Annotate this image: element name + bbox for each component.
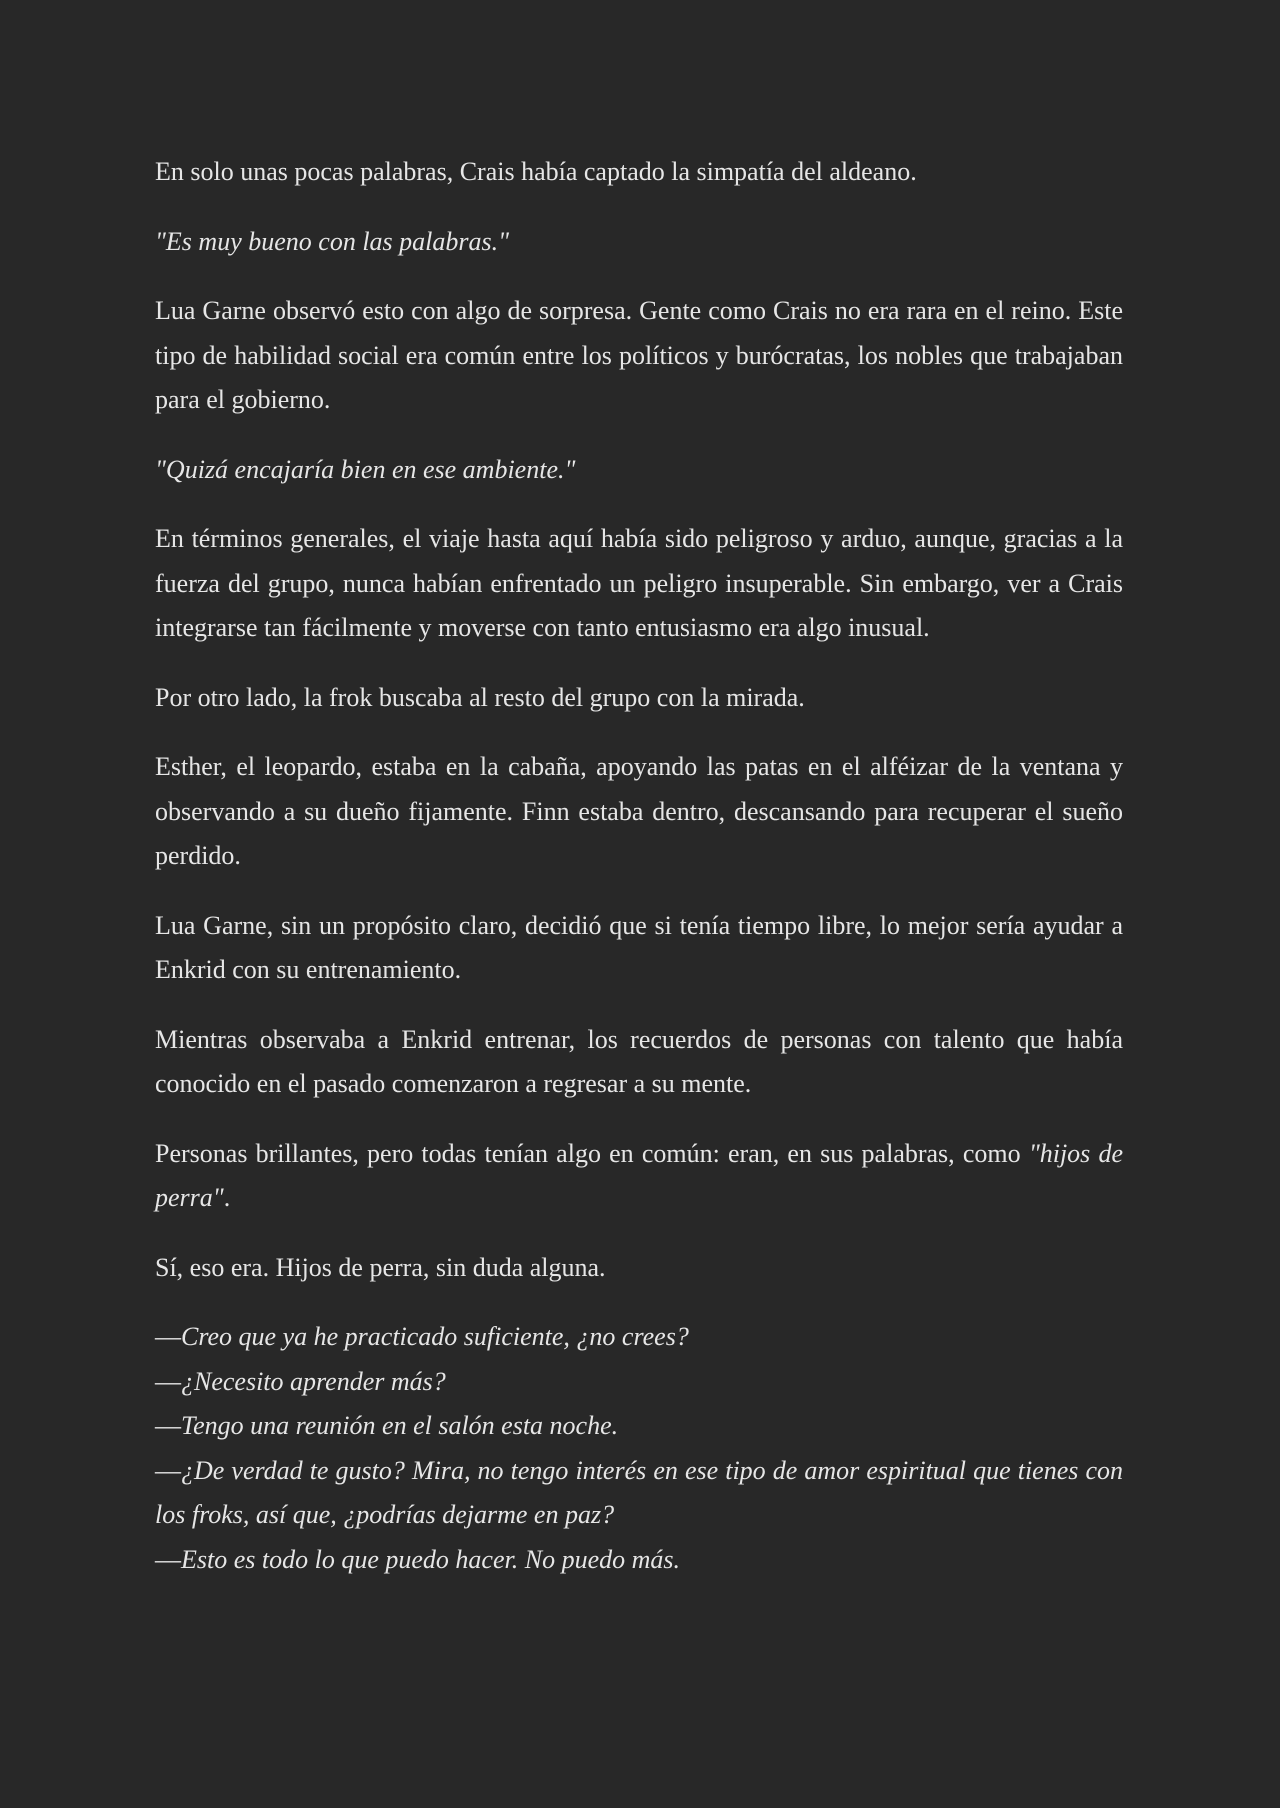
dialogue-dash: — [155,1455,181,1485]
dialogue-block [155,1315,1123,1582]
italic-phrase: "hijos de perra" [155,1138,1124,1212]
paragraph: Sí, eso era. Hijos de perra, sin duda alguna. [155,1252,606,1282]
paragraph: Esther, el leopardo, estaba en la cabaña, apoyando las patas en el alféizar de la ventana y observando a su dueño fijamente. Finn estaba dentro, descansando para recuperar el sueño perdido. [155,752,1123,870]
dialogue-dash: — [155,1366,181,1396]
paragraph: Por otro lado, la frok buscaba al resto del grupo con la mirada. [155,682,805,712]
dialogue-text: Creo que ya he practicado suficiente, ¿no crees? [181,1322,689,1351]
paragraph [155,1132,1123,1221]
paragraph-text: Personas brillantes, pero todas tenían algo en común: eran, en sus palabras, como [155,1138,1021,1168]
dialogue-line [155,1360,1123,1405]
dialogue-line [155,1538,1123,1583]
dialogue-dash: — [155,1322,181,1351]
paragraph: Lua Garne observó esto con algo de sorpresa. Gente como Crais no era rara en el reino. Este tipo de habilidad social era común entre los políticos y burócratas, los nobles que trabajaban para el gobierno. [155,296,1123,414]
thought-paragraph: "Es muy bueno con las palabras." [155,226,510,256]
dialogue-dash: — [155,1544,181,1574]
dialogue-text: Tengo una reunión en el salón esta noche. [181,1411,619,1440]
paragraph-end: . [223,1183,231,1212]
dialogue-text: Esto es todo lo que puedo hacer. No puedo más. [181,1544,681,1574]
dialogue-text: ¿Necesito aprender más? [181,1366,446,1396]
paragraph: En términos generales, el viaje hasta aquí había sido peligroso y arduo, aunque, gracias a la fuerza del grupo, nunca habían enfrentado un peligro insuperable. Sin embargo, ver a Crais integrarse tan fácilmente y moverse con tanto entusiasmo era algo inusual. [155,524,1123,642]
thought-paragraph: "Quizá encajaría bien en ese ambiente." [155,454,576,484]
paragraph: Lua Garne, sin un propósito claro, decidió que si tenía tiempo libre, lo mejor sería ayudar a Enkrid con su entrenamiento. [155,910,1123,984]
dialogue-line [155,1315,1123,1360]
paragraph: Mientras observaba a Enkrid entrenar, los recuerdos de personas con talento que había conocido en el pasado comenzaron a regresar a su mente. [155,1024,1123,1098]
dialogue-dash: — [155,1411,181,1440]
dialogue-line [155,1449,1123,1538]
dialogue-line [155,1404,1123,1449]
chapter-text [155,150,1123,1607]
dialogue-text: ¿De verdad te gusto? Mira, no tengo interés en ese tipo de amor espiritual que tienes con los froks, así que, ¿podrías dejarme en paz? [155,1455,1123,1529]
paragraph: En solo unas pocas palabras, Crais había captado la simpatía del aldeano. [155,157,917,186]
